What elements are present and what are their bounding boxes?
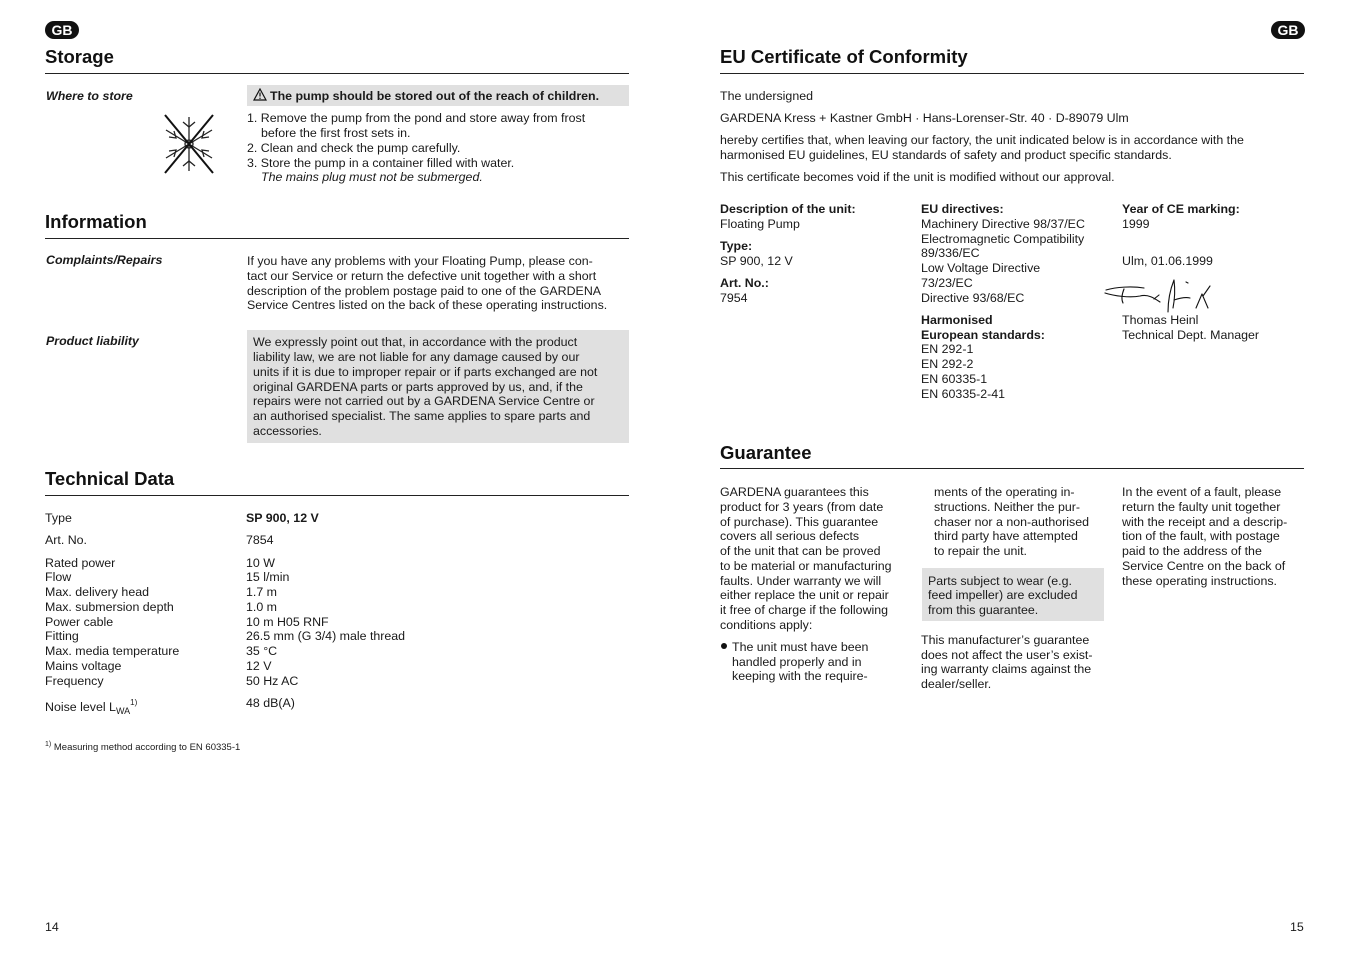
eu-certificate-rule [720,73,1304,74]
standard-item: EN 292-2 [921,357,974,371]
guarantee-heading: Guarantee [720,442,812,463]
gb-language-badge: GB [1271,21,1305,39]
european-standards-label: European standards: [921,328,1045,342]
warning-triangle-icon [253,88,267,101]
spec-value: 35 °C [246,644,278,658]
noise-level-value: 48 dB(A) [246,696,295,710]
guarantee-col3-line: Service Centre on the back of [1122,559,1286,573]
eu-certificate-heading: EU Certificate of Conformity [720,46,968,67]
noise-level-label [45,696,137,719]
complaints-line: description of the problem postage paid to one of the GARDENA [247,284,602,298]
cert-statement-line: hereby certifies that, when leaving our factory, the unit indicated below is in accordance with the [720,133,1244,147]
guarantee-col1-line: it free of charge if the following [720,603,889,617]
guarantee-col2-line: to repair the unit. [934,544,1027,558]
spec-value: 10 m H05 RNF [246,615,329,629]
signer-name: Thomas Heinl [1122,313,1199,327]
spec-label: Flow [45,570,72,584]
footnote-mark: 1) [45,741,52,748]
liability-line: original GARDENA parts or parts approved by us, and, if the [253,380,583,394]
guarantee-col3-line: these operating instructions. [1122,574,1277,588]
spec-value: 10 W [246,556,275,570]
guarantee-col1-line: conditions apply: [720,618,813,632]
standard-item: EN 60335-1 [921,372,988,386]
storage-heading: Storage [45,46,114,67]
storage-rule [45,73,629,74]
cert-art-no-value: 7954 [720,291,748,305]
cert-undersigned: The undersigned [720,89,813,103]
guarantee-bullet-line: The unit must have been [732,640,869,654]
storage-step-2: 2. Clean and check the pump carefully. [247,141,461,155]
guarantee-col1-line: either replace the unit or repair [720,588,889,602]
cert-statement-line: harmonised EU guidelines, EU standards of safety and product specific standards. [720,148,1172,162]
noise-footnote-ref: 1) [130,698,138,707]
noise-subscript: WA [115,706,131,716]
guarantee-col2-after-line: dealer/seller. [921,677,992,691]
directive-item: 89/336/EC [921,246,980,260]
guarantee-col3-line: In the event of a fault, please [1122,485,1282,499]
guarantee-col1-line: GARDENA guarantees this [720,485,869,499]
guarantee-col1-line: covers all serious defects [720,529,860,543]
cert-type-value: SP 900, 12 V [720,254,793,268]
guarantee-col1-line: of purchase). This guarantee [720,515,879,529]
information-rule [45,238,629,239]
directive-item: Directive 93/68/EC [921,291,1025,305]
page-number-right: 15 [1290,920,1304,934]
liability-line: accessories. [253,424,322,438]
complaints-line: If you have any problems with your Floating Pump, please con- [247,254,593,268]
liability-line: We expressly point out that, in accordance with the product [253,335,578,349]
wear-parts-line: feed impeller) are excluded [928,588,1078,602]
type-label: Type [45,511,72,525]
guarantee-bullet-line: handled properly and in [732,655,862,669]
guarantee-bullet-line: keeping with the require- [732,669,868,683]
directive-item: Electromagnetic Compatibility [921,232,1085,246]
cert-art-no-label: Art. No.: [720,276,769,290]
guarantee-col2-line: ments of the operating in- [934,485,1075,499]
technical-data-rule [45,495,629,496]
signer-title: Technical Dept. Manager [1122,328,1260,342]
page-number-left: 14 [45,920,59,934]
ce-year-label: Year of CE marking: [1122,202,1240,216]
description-value: Floating Pump [720,217,800,231]
complaints-line: tact our Service or return the defective unit together with a short [247,269,597,283]
guarantee-col1-line: product for 3 years (from date [720,500,884,514]
guarantee-col2-after-line: does not affect the user’s exist- [921,648,1093,662]
guarantee-col3-line: paid to the address of the [1122,544,1262,558]
guarantee-rule [720,468,1304,469]
cert-type-label: Type: [720,239,753,253]
guarantee-col3-line: return the faulty unit together [1122,500,1281,514]
spec-label: Max. media temperature [45,644,180,658]
storage-step-3: 3. Store the pump in a container filled with water. [247,156,515,170]
spec-value: 12 V [246,659,272,673]
liability-line: units if it is due to improper repair or if parts exchanged are not [253,365,598,379]
spec-value: 1.0 m [246,600,277,614]
cert-company-address: GARDENA Kress + Kastner GmbH · Hans-Lorenser-Str. 40 · D-89079 Ulm [720,111,1129,125]
description-label: Description of the unit: [720,202,856,216]
complaints-line: Service Centres listed on the back of these operating instructions. [247,298,608,312]
spec-label: Power cable [45,615,114,629]
liability-line: repairs were not carried out by a GARDENA Service Centre or [253,394,595,408]
gb-language-badge: GB [45,21,79,39]
guarantee-col3-line: tion of the fault, with postage [1122,529,1280,543]
signature-image [1102,274,1218,314]
directive-item: 73/23/EC [921,276,973,290]
no-frost-icon [163,113,215,175]
spec-label: Mains voltage [45,659,122,673]
noise-label-text: Noise level L [45,700,116,714]
bullet-icon [721,643,727,649]
product-liability-label: Product liability [46,334,139,348]
footnote-text: Measuring method according to EN 60335-1 [51,742,241,754]
spec-label: Rated power [45,556,116,570]
guarantee-col1-line: of the unit that can be proved [720,544,881,558]
guarantee-col2-after-line: ing warranty claims against the [921,662,1092,676]
footnote [45,741,240,753]
guarantee-col1-line: faults. Under warranty we will [720,574,882,588]
storage-step-1: 1. Remove the pump from the pond and store away from frost [247,111,586,125]
art-no-label: Art. No. [45,533,87,547]
wear-parts-line: from this guarantee. [928,603,1039,617]
guarantee-col2-after-line: This manufacturer’s guarantee [921,633,1090,647]
guarantee-col2-line: third party have attempted [934,529,1078,543]
technical-data-heading: Technical Data [45,468,175,489]
complaints-repairs-label: Complaints/Repairs [46,253,163,267]
information-heading: Information [45,211,147,232]
storage-step-3-note: The mains plug must not be submerged. [261,170,483,184]
spec-label: Fitting [45,629,79,643]
liability-line: an authorised specialist. The same applies to spare parts and [253,409,591,423]
spec-label: Frequency [45,674,104,688]
spec-value: 15 l/min [246,570,290,584]
eu-directives-label: EU directives: [921,202,1004,216]
type-value: SP 900, 12 V [246,511,319,525]
where-to-store-label: Where to store [46,89,133,103]
ce-year-value: 1999 [1122,217,1150,231]
spec-value: 1.7 m [246,585,277,599]
place-date: Ulm, 01.06.1999 [1122,254,1213,268]
guarantee-col2-line: structions. Neither the pur- [934,500,1080,514]
guarantee-col2-line: chaser nor a non-authorised [934,515,1089,529]
spec-label: Max. delivery head [45,585,149,599]
spec-value: 50 Hz AC [246,674,299,688]
directive-item: Machinery Directive 98/37/EC [921,217,1085,231]
directive-item: Low Voltage Directive [921,261,1041,275]
art-no-value: 7854 [246,533,274,547]
guarantee-col1-line: to be material or manufacturing [720,559,892,573]
storage-step-1-cont: before the first frost sets in. [261,126,411,140]
standard-item: EN 292-1 [921,342,974,356]
liability-line: liability law, we are not liable for any damage caused by our [253,350,580,364]
storage-warning-text: The pump should be stored out of the reach of children. [270,89,600,103]
harmonised-label: Harmonised [921,313,993,327]
wear-parts-line: Parts subject to wear (e.g. [928,574,1072,588]
cert-void-note: This certificate becomes void if the unit is modified without our approval. [720,170,1115,184]
standard-item: EN 60335-2-41 [921,387,1006,401]
guarantee-col3-line: with the receipt and a descrip- [1122,515,1288,529]
spec-label: Max. submersion depth [45,600,174,614]
spec-value: 26.5 mm (G 3/4) male thread [246,629,406,643]
